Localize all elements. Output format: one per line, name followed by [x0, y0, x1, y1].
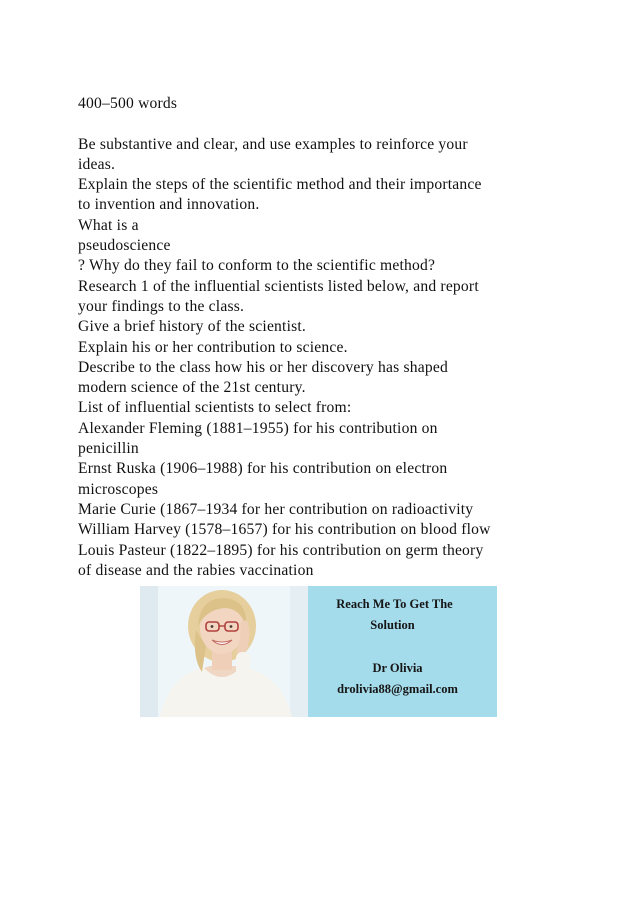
text-line: Louis Pasteur (1822–1895) for his contribution on germ theory	[78, 541, 484, 559]
assignment-text	[78, 94, 568, 581]
text-line: to invention and innovation.	[78, 196, 260, 214]
text-line: microscopes	[78, 480, 159, 498]
text-line: ? Why do they fail to conform to the scientific method?	[78, 257, 436, 275]
text-line: pseudoscience	[78, 237, 171, 255]
text-line: What is a	[78, 216, 139, 234]
contact-subheading: Solution	[370, 618, 415, 632]
text-line: William Harvey (1578–1657) for his contribution on blood flow	[78, 521, 491, 539]
portrait-photo	[140, 586, 308, 717]
text-line: Explain his or her contribution to science.	[78, 338, 348, 356]
text-line: Marie Curie (1867–1934 for her contribution on radioactivity	[78, 500, 474, 518]
text-line: List of influential scientists to select from:	[78, 399, 352, 417]
text-line: Be substantive and clear, and use examples to reinforce your	[78, 135, 468, 153]
text-line: ideas.	[78, 155, 116, 173]
text-line: Explain the steps of the scientific method and their importance	[78, 176, 482, 194]
text-line: Alexander Fleming (1881–1955) for his contribution on	[78, 419, 438, 437]
contact-name: Dr Olivia	[372, 661, 423, 675]
contact-heading: Reach Me To Get The	[336, 597, 453, 611]
text-line: Describe to the class how his or her discovery has shaped	[78, 358, 448, 376]
text-line: Give a brief history of the scientist.	[78, 318, 307, 336]
text-line: Ernst Ruska (1906–1988) for his contribution on electron	[78, 460, 448, 478]
text-line: of disease and the rabies vaccination	[78, 561, 314, 579]
text-line: modern science of the 21st century.	[78, 379, 306, 397]
text-line: 400–500 words	[78, 95, 178, 112]
portrait-illustration	[140, 586, 308, 717]
contact-panel	[308, 586, 497, 717]
contact-banner	[140, 586, 497, 717]
text-line: penicillin	[78, 440, 139, 458]
text-line: Research 1 of the influential scientists listed below, and report	[78, 277, 479, 295]
text-line: your findings to the class.	[78, 297, 245, 315]
blank-line	[78, 114, 568, 134]
contact-email[interactable]: drolivia88@gmail.com	[337, 682, 458, 696]
